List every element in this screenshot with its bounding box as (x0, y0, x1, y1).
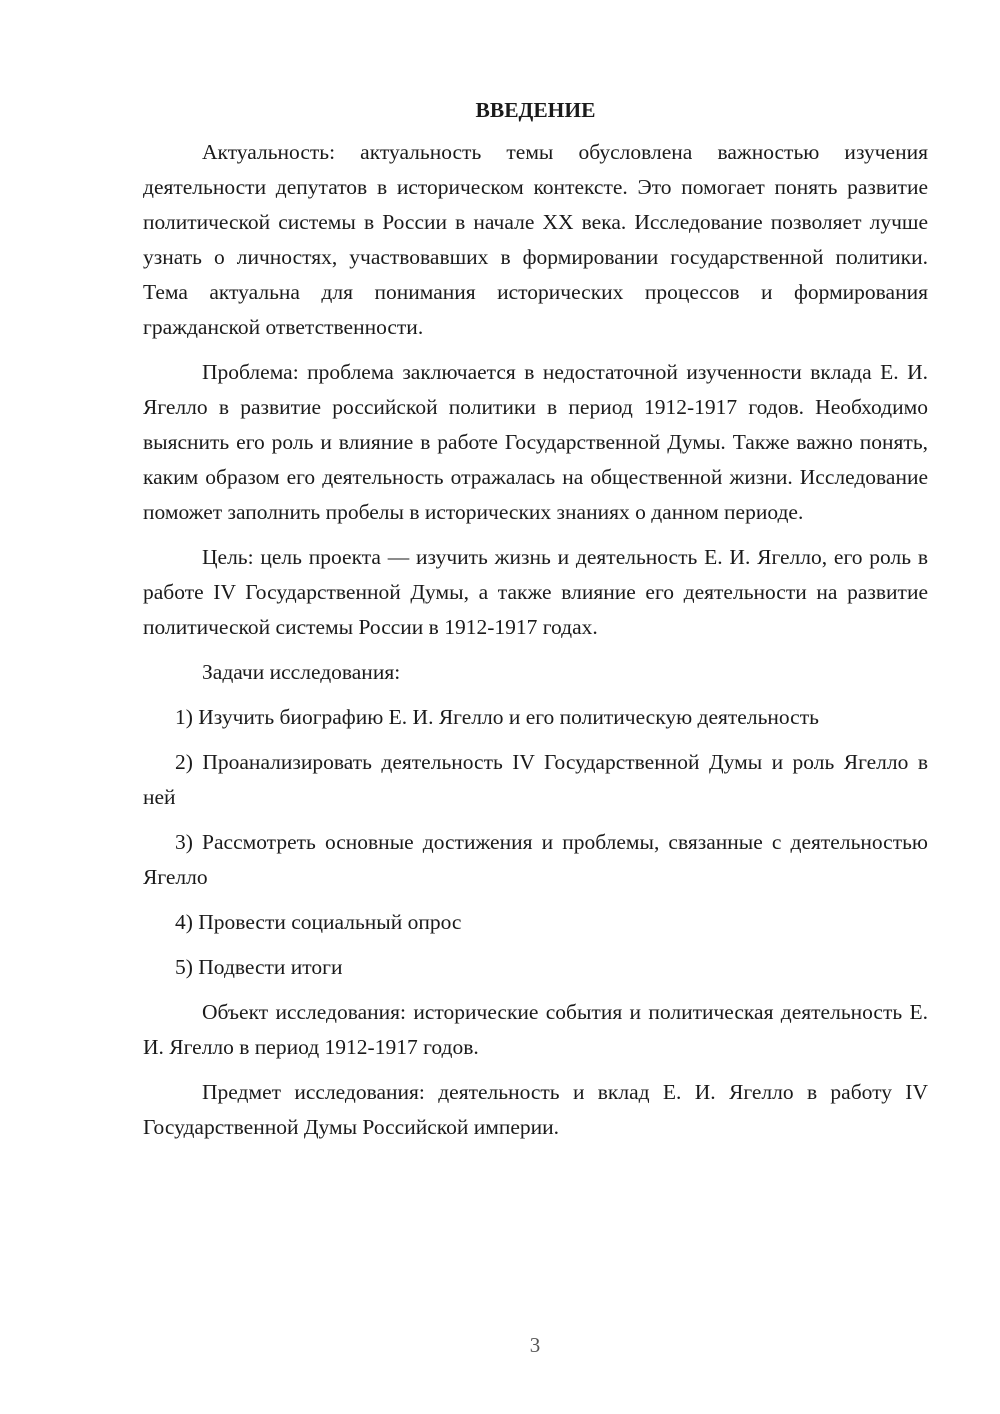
problem-paragraph: Проблема: проблема заключается в недостаточной изученности вклада Е. И. Ягелло в развитие российской политики в период 1912-1917 годов. Необходимо выяснить его роль и влияние в работе Государственной Думы. Также важно понять, каким образом его деятельность отражалась на общественной жизни. Исследование поможет заполнить пробелы в исторических знаниях о данном периоде. (143, 360, 928, 524)
document-page (143, 95, 928, 1155)
page-title: ВВЕДЕНИЕ (475, 98, 596, 122)
list-item: 2) Проанализировать деятельность IV Государственной Думы и роль Ягелло в ней (143, 750, 928, 809)
list-item: 3) Рассмотреть основные достижения и проблемы, связанные с деятельностью Ягелло (143, 830, 928, 889)
subject-paragraph: Предмет исследования: деятельность и вклад Е. И. Ягелло в работу IV Государственной Думы Российской империи. (143, 1080, 928, 1139)
page-number: 3 (529, 1333, 541, 1357)
list-item: 5) Подвести итоги (175, 955, 343, 979)
tasks-title: Задачи исследования: (202, 660, 401, 684)
tasks-list (143, 700, 928, 985)
object-paragraph: Объект исследования: исторические события и политическая деятельность Е. И. Ягелло в период 1912-1917 годов. (143, 1000, 928, 1059)
list-item: 4) Провести социальный опрос (175, 910, 462, 934)
goal-paragraph: Цель: цель проекта — изучить жизнь и деятельность Е. И. Ягелло, его роль в работе IV Государственной Думы, а также влияние его деятельности на развитие политической системы России в 1912-1917 годах. (143, 545, 928, 639)
relevance-paragraph: Актуальность: актуальность темы обусловлена важностью изучения деятельности депутатов в историческом контексте. Это помогает понять развитие политической системы в России в начале XX века. Исследование позволяет лучше узнать о личностях, участвовавших в формировании государственной политики. Тема актуальна для понимания исторических процессов и формирования гражданской ответственности. (143, 140, 928, 339)
list-item: 1) Изучить биографию Е. И. Ягелло и его политическую деятельность (175, 705, 819, 729)
